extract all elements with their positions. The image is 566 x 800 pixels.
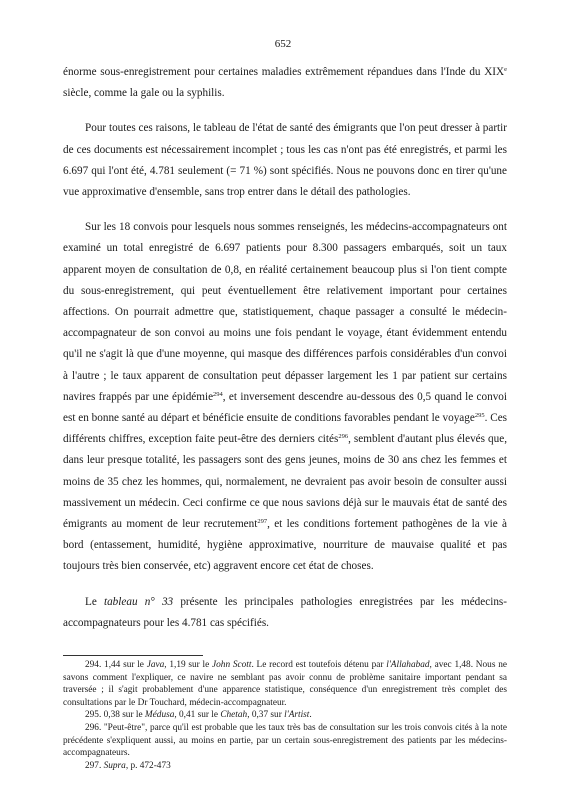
paragraph-3 bbox=[63, 217, 507, 577]
paragraph-1-text: énorme sous-enregistrement pour certaines maladies extrêmement répandues dans l'Inde du XIX bbox=[63, 66, 505, 78]
fn295-d: . bbox=[309, 710, 312, 721]
fn297-supra: Supra bbox=[103, 760, 126, 771]
footnote-295 bbox=[63, 709, 507, 722]
fn294-c: . Le record est toutefois détenu par bbox=[251, 660, 387, 670]
fn295-ship-1: Médusa bbox=[144, 710, 175, 721]
paragraph-1-end: siècle, comme la gale ou la syphilis. bbox=[63, 87, 225, 100]
fn295-ship-3: l'Artist bbox=[284, 710, 310, 721]
fn294-ship-2: John Scott bbox=[212, 660, 252, 670]
century-superscript: e bbox=[504, 66, 507, 73]
table-reference: tableau n° 33 bbox=[103, 595, 174, 608]
footnote-297 bbox=[63, 760, 507, 773]
footnote-ref-294[interactable]: 294 bbox=[213, 390, 223, 398]
paragraph-2: Pour toutes ces raisons, le tableau de l'état de santé des émigrants que l'on peut dresser à partir de ces documents est nécessairement incomplet ; tous les cas n'ont pas été enregistrés, et parmi les 6.697 qui l'ont été, 4.781 seulement (= 71 %) sont spécifiés. Nous ne pouvons donc en tirer qu'une vue approximative d'ensemble, sans trop entrer dans le détail des pathologies. bbox=[63, 122, 507, 199]
fn297-a: 297. bbox=[85, 760, 104, 771]
fn295-c: , 0,37 sur bbox=[247, 710, 285, 721]
paragraph-3-part-b: , et inversement descendre au-dessous des 0,5 quand le convoi est en bonne santé au départ et bénéficie ensuite de conditions favorables pendant le voyage bbox=[63, 390, 508, 425]
footnote-ref-296[interactable]: 296 bbox=[338, 433, 349, 441]
paragraph-4-part-a: Le bbox=[85, 595, 104, 608]
fn295-a: 295. 0,38 sur le bbox=[85, 710, 145, 721]
fn294-ship-3: l'Allahabad bbox=[386, 660, 430, 670]
paragraph-4 bbox=[63, 592, 507, 634]
paragraph-4-part-b: présente les principales pathologies enregistrées par les médecins-accompagnateurs pour les 4.781 cas spécifiés. bbox=[63, 595, 507, 629]
paragraph-3-part-d: , semblent d'autant plus élevés que, dans leur presque totalité, les passagers sont des gens jeunes, moins de 30 ans chez les femmes et moins de 35 chez les hommes, qui, normalement, ne devraient pas avoir besoin de consulter aussi massivement un médecin. Ceci confirme ce que nous savions déjà sur le mauvais état de santé des émigrants au moment de leur recrutement bbox=[63, 433, 508, 531]
fn297-b: , p. 472-473 bbox=[125, 760, 171, 771]
fn295-b: , 0,41 sur le bbox=[174, 710, 221, 721]
paragraph-3-part-e: , et les conditions fortement pathogènes de la vie à bord (entassement, humidité, hygiène approximative, nourriture de mauvaise qualité et pas toujours très bien conservée, etc) aggravent encore cet état de choses. bbox=[63, 518, 507, 573]
paragraph-3-part-c: . Ces différents chiffres, exception faite peut-être des derniers cités bbox=[63, 412, 508, 446]
fn295-ship-2: Chetah bbox=[220, 710, 248, 721]
footnote-separator bbox=[63, 655, 203, 656]
footnote-296: 296. "Peut-être", parce qu'il est probable que les taux très bas de consultation sur les trois convois cités à la note précédente s'expliquent aussi, au moins en partie, par un certain sous-enregistrement des patients par les médecins-accompagnateurs. bbox=[63, 722, 507, 759]
body-text bbox=[63, 62, 507, 634]
fn294-b: , 1,19 sur le bbox=[164, 660, 213, 670]
paragraph-3-part-a: Sur les 18 convois pour lesquels nous sommes renseignés, les médecins-accompagnateurs ont examiné un total enregistré de 6.697 patients pour 8.300 passagers embarqués, soit un taux apparent moyen de consultation de 0,8, en réalité certainement beaucoup plus si l'on tient compte du sous-enregistrement, qui peut éventuellement être relativement important pour certaines affections. On pourrait admettre que, statistiquement, chaque passager a consulté le médecin-accompagnateur de son convoi au moins une fois pendant le voyage, étant évidemment entendu qu'il ne s'agit là que d'une moyenne, qui masque des différences parfois considérables d'un convoi à l'autre ; le taux apparent de consultation peut dépasser largement les 1 par patient sur certains navires frappés par une épidémie bbox=[63, 221, 507, 403]
fn294-d: , avec 1,48. Nous ne savons comment l'expliquer, ce navire ne semblant pas avoir connu de problème sanitaire important pendant sa traversée ; il s'agit probablement d'une apparence statistique, conséquence d'un enregistrement très complet des consultations par le Dr Touchard, médecin-accompagnateur. bbox=[63, 660, 507, 708]
paragraph-1 bbox=[63, 62, 507, 104]
footnote-ref-295[interactable]: 295 bbox=[474, 412, 485, 420]
footnote-294 bbox=[63, 659, 507, 709]
fn294-ship-1: Java bbox=[146, 660, 165, 670]
footnote-ref-297[interactable]: 297 bbox=[257, 518, 268, 526]
page-number: 652 bbox=[274, 38, 292, 50]
footnotes bbox=[63, 659, 507, 772]
fn294-a: 294. 1,44 sur le bbox=[85, 660, 147, 670]
